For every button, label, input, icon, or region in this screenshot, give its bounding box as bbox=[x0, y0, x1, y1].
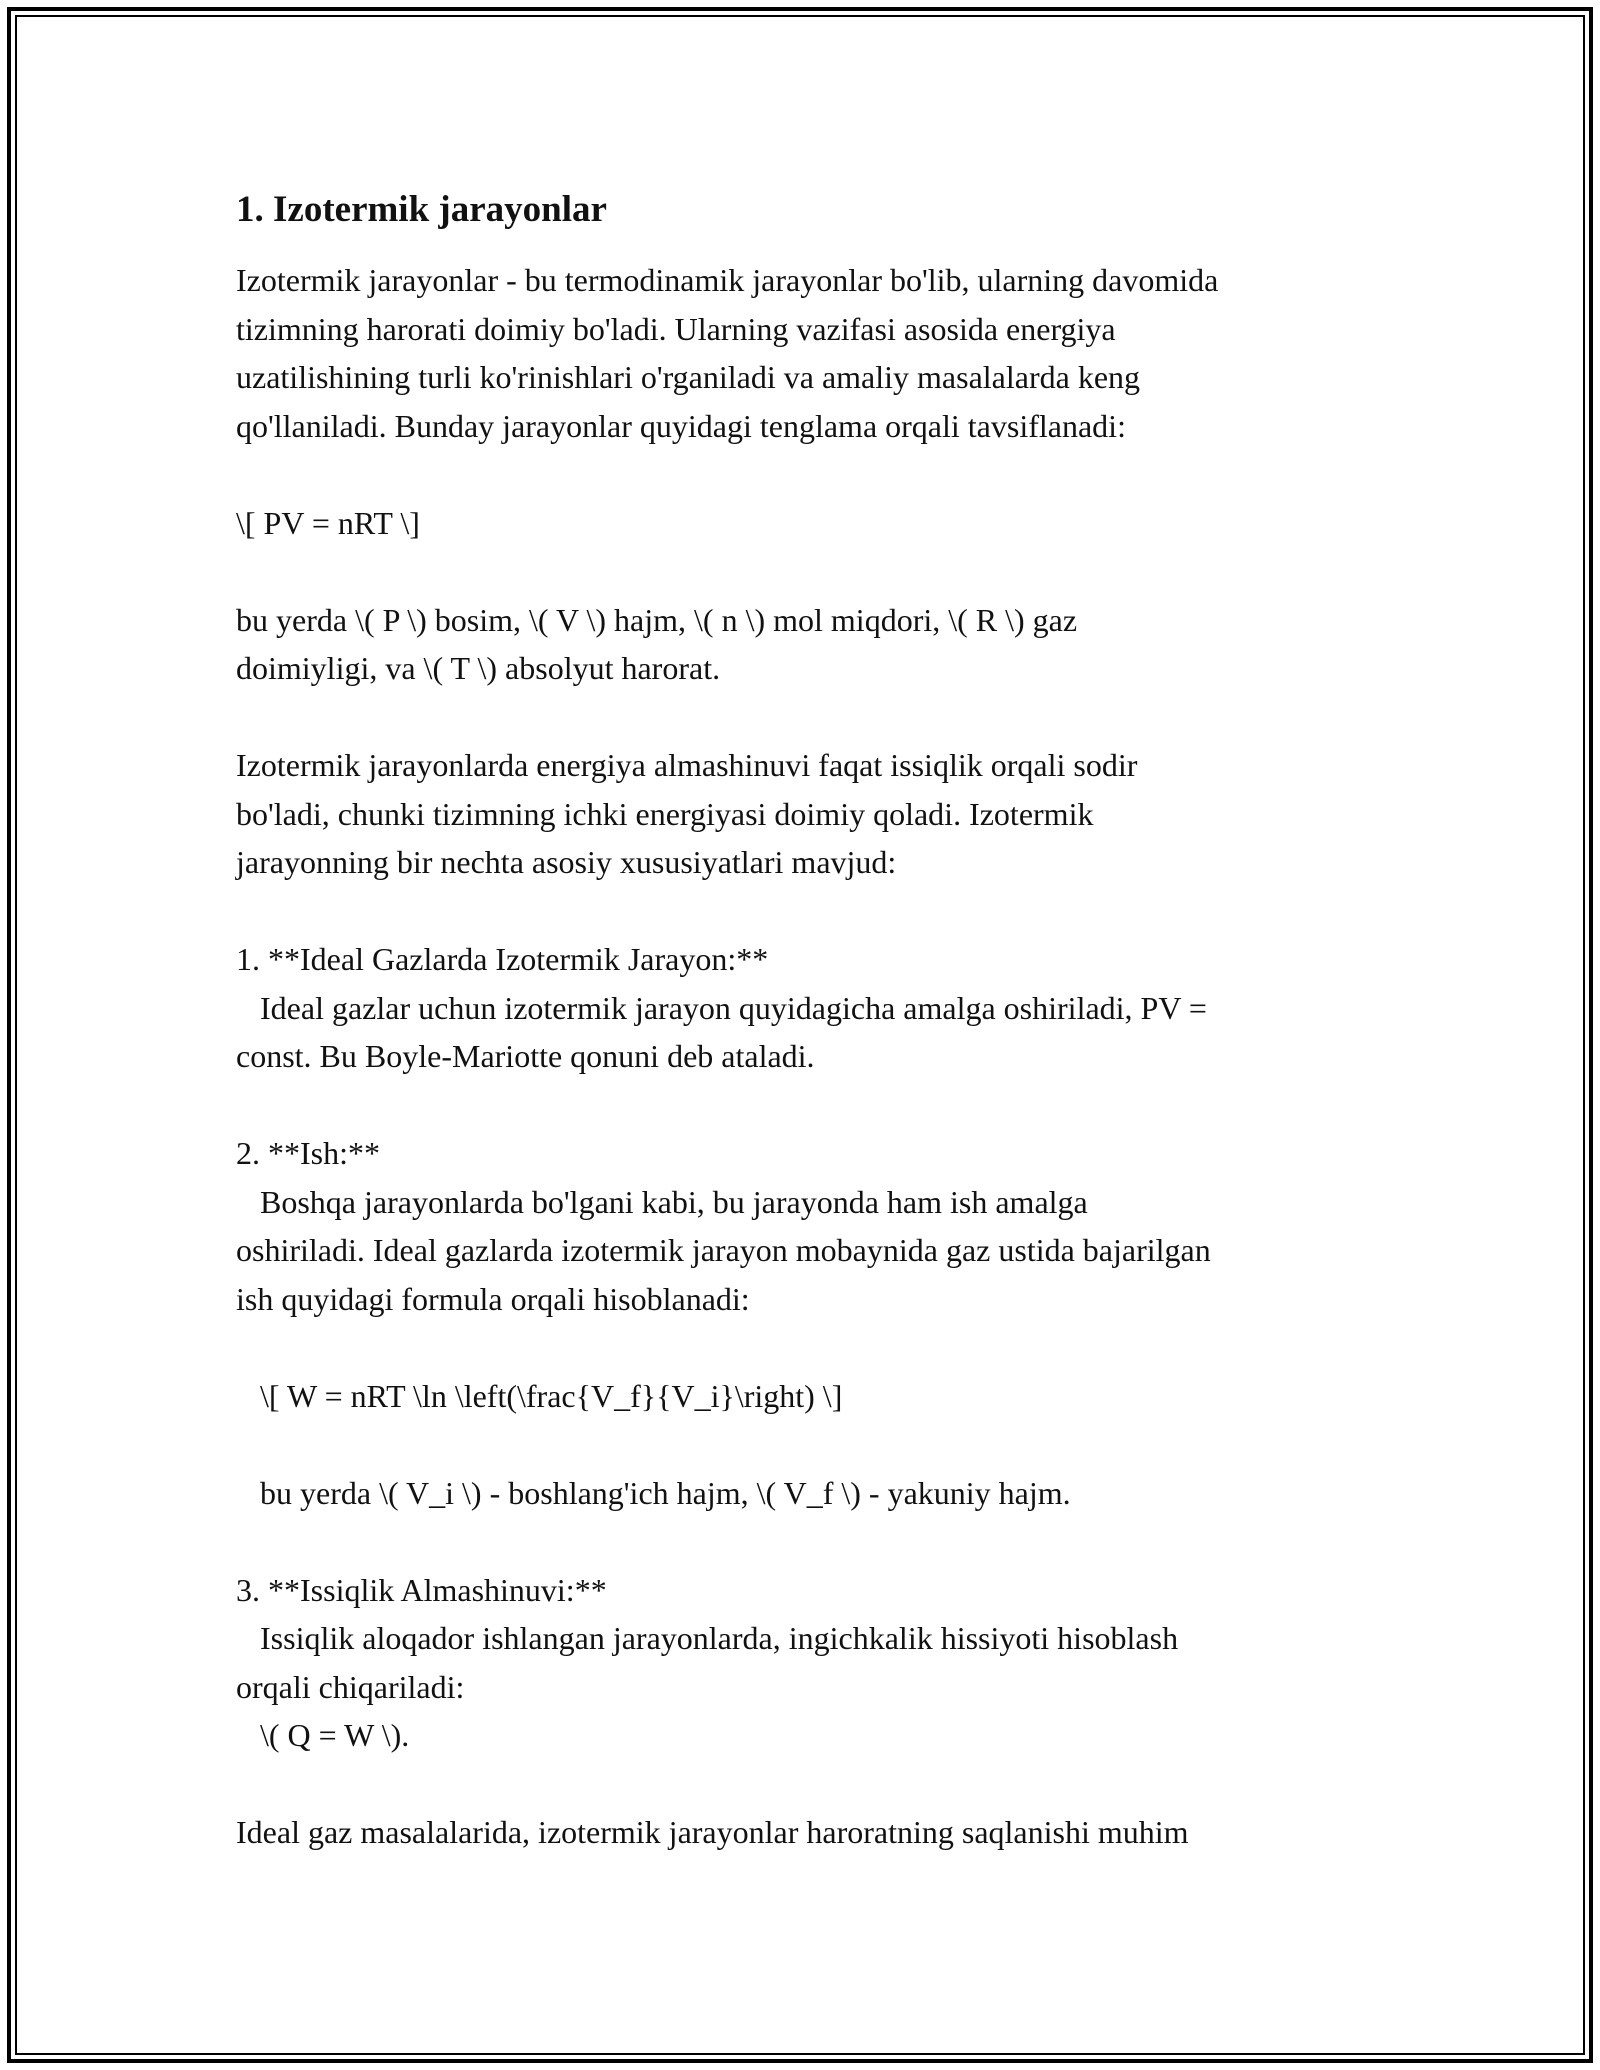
blank-line bbox=[236, 887, 1386, 936]
text-line: const. Bu Boyle-Mariotte qonuni deb ataladi. bbox=[236, 1038, 815, 1074]
text-line: Ideal gazlar uchun izotermik jarayon quyidagicha amalga oshiriladi, PV = bbox=[236, 989, 1207, 1026]
text-line: bu yerda \( P \) bosim, \( V \) hajm, \( n \) mol miqdori, \( R \) gaz bbox=[236, 601, 1078, 638]
blank-line bbox=[236, 1420, 1386, 1469]
text-line: bu yerda \( V_i \) - boshlang'ich hajm, \( V_f \) - yakuniy hajm. bbox=[236, 1474, 1071, 1511]
text-line: 1. **Ideal Gazlarda Izotermik Jarayon:** bbox=[236, 941, 769, 977]
text-line: 2. **Ish:** bbox=[236, 1135, 380, 1171]
blank-line bbox=[236, 1081, 1386, 1130]
section-heading: 1. Izotermik jarayonlar bbox=[236, 189, 607, 230]
text-line: doimiyligi, va \( T \) absolyut harorat. bbox=[236, 650, 721, 686]
text-line: bo'ladi, chunki tizimning ichki energiyasi doimiy qoladi. Izotermik bbox=[236, 795, 1094, 832]
text-line: \( Q = W \). bbox=[236, 1717, 410, 1753]
blank-line bbox=[236, 693, 1386, 742]
text-line: Ideal gaz masalalarida, izotermik jarayonlar haroratning saqlanishi muhim bbox=[236, 1814, 1189, 1850]
document-body bbox=[236, 186, 1386, 1857]
paragraph-lines bbox=[236, 256, 1386, 1857]
text-line: qo'llaniladi. Bunday jarayonlar quyidagi tenglama orqali tavsiflanadi: bbox=[236, 407, 1126, 444]
text-line: tizimning harorati doimiy bo'ladi. Ularning vazifasi asosida energiya bbox=[236, 310, 1116, 347]
text-line: Issiqlik aloqador ishlangan jarayonlarda, ingichkalik hissiyoti hisoblash bbox=[236, 1620, 1179, 1656]
blank-line bbox=[236, 450, 1386, 499]
blank-line bbox=[236, 1760, 1386, 1809]
blank-line bbox=[236, 547, 1386, 596]
text-line: 3. **Issiqlik Almashinuvi:** bbox=[236, 1571, 607, 1608]
text-line: ish quyidagi formula orqali hisoblanadi: bbox=[236, 1280, 750, 1317]
text-line: jarayonning bir nechta asosiy xususiyatlari mavjud: bbox=[236, 844, 897, 880]
text-line: Izotermik jarayonlar - bu termodinamik jarayonlar bo'lib, ularning davomida bbox=[236, 262, 1219, 298]
blank-line bbox=[236, 1323, 1386, 1372]
text-line: \[ W = nRT \ln \left(\frac{V_f}{V_i}\right) \] bbox=[236, 1377, 843, 1414]
blank-line bbox=[236, 1517, 1386, 1566]
text-line: oshiriladi. Ideal gazlarda izotermik jarayon mobaynida gaz ustida bajarilgan bbox=[236, 1232, 1211, 1268]
text-line: uzatilishining turli ko'rinishlari o'rganiladi va amaliy masalalarda keng bbox=[236, 359, 1141, 395]
text-line: \[ PV = nRT \] bbox=[236, 504, 420, 541]
text-line: orqali chiqariladi: bbox=[236, 1668, 465, 1705]
text-line: Boshqa jarayonlarda bo'lgani kabi, bu jarayonda ham ish amalga bbox=[236, 1183, 1088, 1220]
heading-spacer bbox=[236, 234, 1386, 256]
text-line: Izotermik jarayonlarda energiya almashinuvi faqat issiqlik orqali sodir bbox=[236, 747, 1138, 783]
